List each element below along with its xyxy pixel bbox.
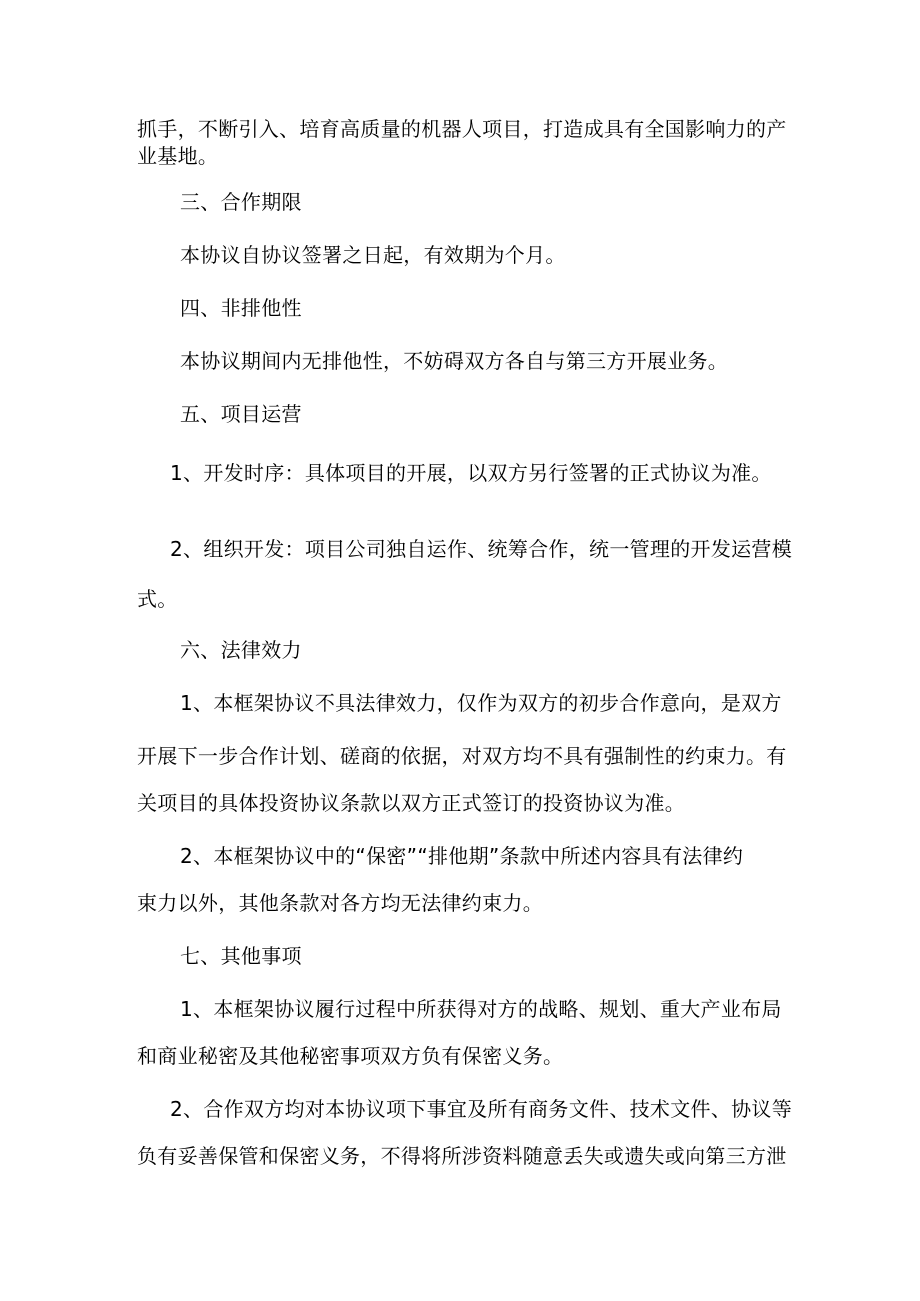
paragraph-line: 本协议自协议签署之日起，有效期为个月。 <box>180 243 566 267</box>
paragraph-line: 负有妥善保管和保密义务，不得将所涉资料随意丢失或遗失或向第三方泄 <box>137 1144 787 1168</box>
paragraph-line: 抓手，不断引入、培育高质量的机器人项目，打造成具有全国影响力的产 <box>137 117 787 141</box>
paragraph-line: 2、组织开发：项目公司独自运作、统筹合作，统一管理的开发运营模 <box>170 537 793 561</box>
paragraph-line: 1、开发时序：具体项目的开展，以双方另行签署的正式协议为准。 <box>170 461 772 485</box>
paragraph-line: 2、本框架协议中的“保密”“排他期”条款中所述内容具有法律约 <box>180 844 744 868</box>
paragraph-line: 1、本框架协议不具法律效力，仅作为双方的初步合作意向，是双方 <box>180 691 782 715</box>
section-heading: 五、项目运营 <box>180 402 302 426</box>
paragraph-line: 本协议期间内无排他性，不妨碍双方各自与第三方开展业务。 <box>180 349 729 373</box>
paragraph-line: 2、合作双方均对本协议项下事宜及所有商务文件、技术文件、协议等 <box>170 1097 793 1121</box>
paragraph-line: 业基地。 <box>137 144 219 168</box>
section-heading: 三、合作期限 <box>180 190 302 214</box>
section-heading: 六、法律效力 <box>180 638 302 662</box>
paragraph-line: 和商业秘密及其他秘密事项双方负有保密义务。 <box>137 1044 564 1068</box>
paragraph-line: 开展下一步合作计划、磋商的依据，对双方均不具有强制性的约束力。有 <box>137 744 787 768</box>
paragraph-line: 束力以外，其他条款对各方均无法律约束力。 <box>137 891 543 915</box>
section-heading: 七、其他事项 <box>180 944 302 968</box>
paragraph-line: 1、本框架协议履行过程中所获得对方的战略、规划、重大产业布局 <box>180 997 782 1021</box>
paragraph-line: 式。 <box>137 587 178 611</box>
paragraph-line: 关项目的具体投资协议条款以双方正式签订的投资协议为准。 <box>137 791 686 815</box>
section-heading: 四、非排他性 <box>180 296 302 320</box>
